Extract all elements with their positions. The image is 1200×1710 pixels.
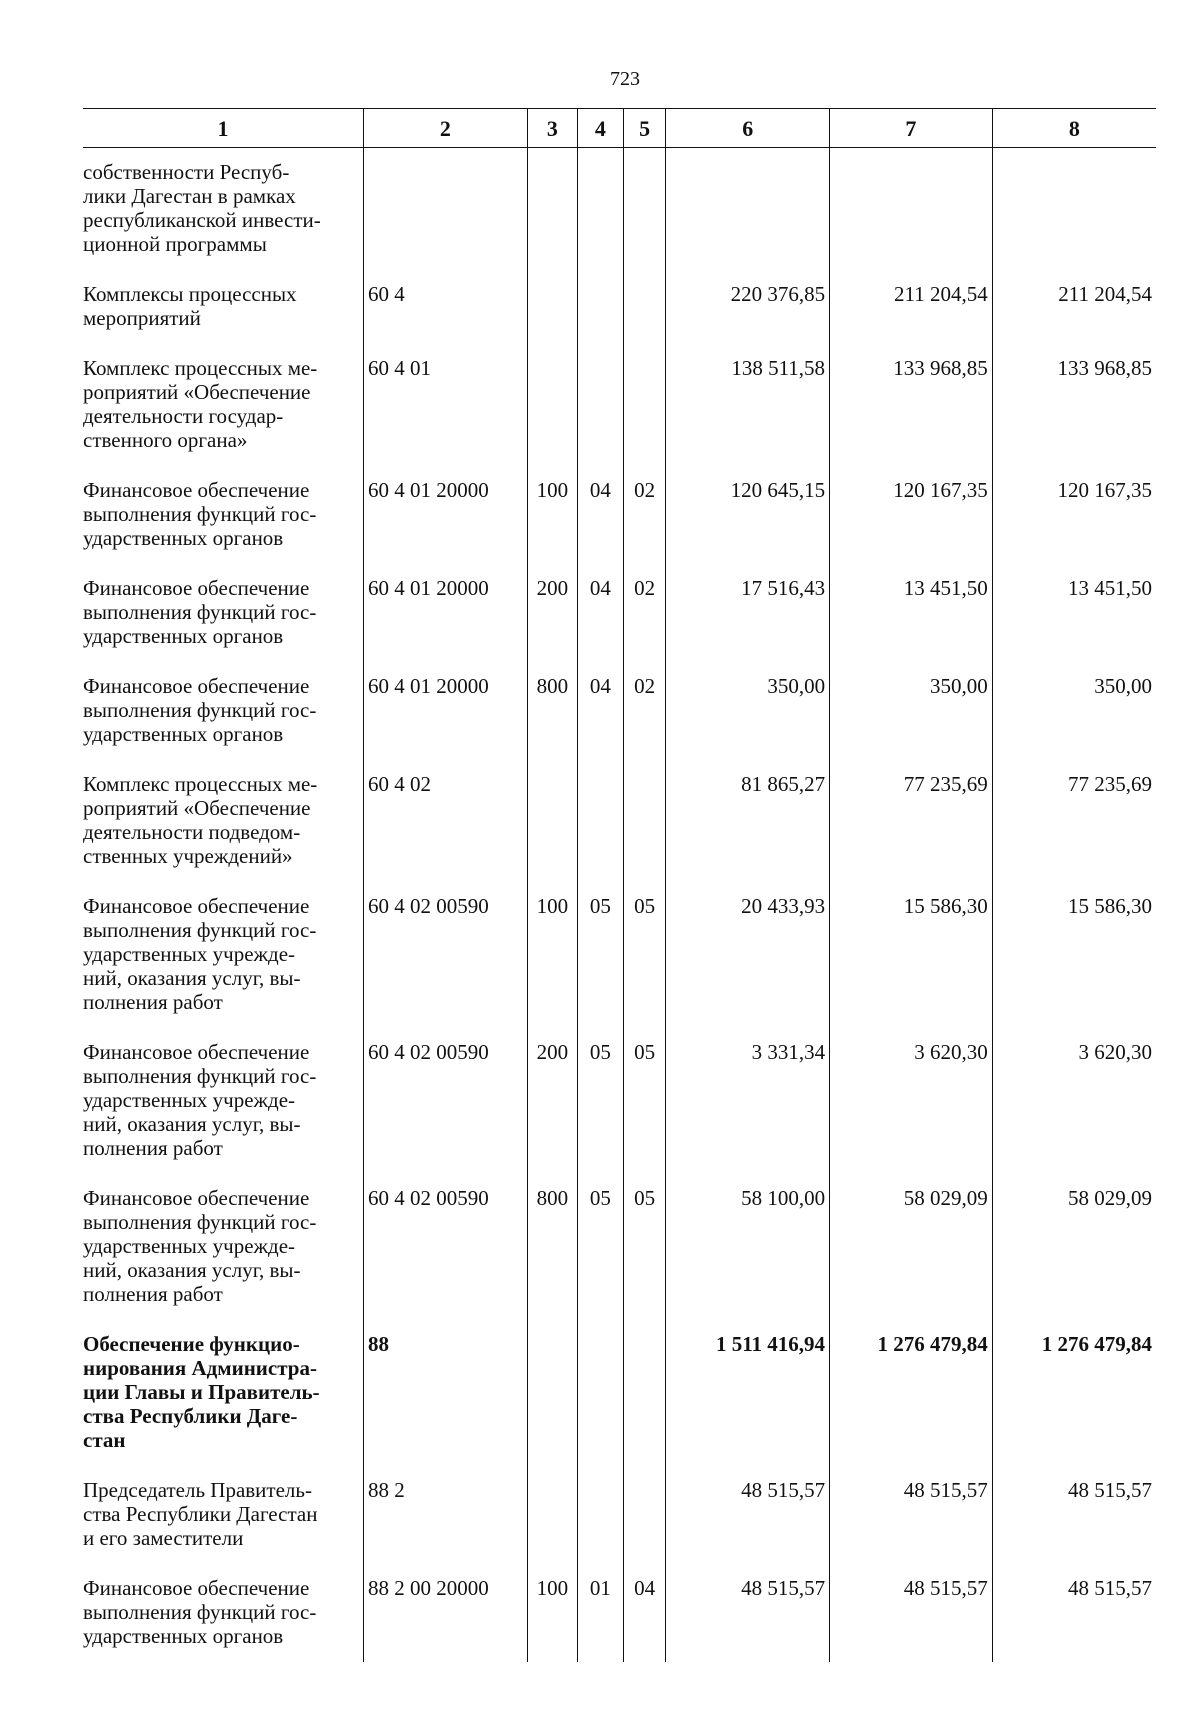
subsection: 02 bbox=[623, 478, 666, 576]
item-name: Председатель Правитель- ства Республики Дагестан и его заместители bbox=[83, 1478, 364, 1576]
subsection: 05 bbox=[623, 1040, 666, 1186]
item-name: Обеспечение функцио- нирования Администра- ции Главы и Правитель- ства Республики Даге- стан bbox=[83, 1332, 364, 1478]
item-name: собственности Респуб- лики Дагестан в рамках республиканской инвести- ционной программы bbox=[83, 148, 364, 283]
target-code: 88 bbox=[364, 1332, 528, 1478]
item-name: Финансовое обеспечение выполнения функций гос- ударственных учрежде- ний, оказания услуг, вы- полнения работ bbox=[83, 1186, 364, 1332]
amount-col-6: 48 515,57 bbox=[666, 1576, 830, 1662]
target-code: 60 4 02 00590 bbox=[364, 894, 528, 1040]
target-code: 88 2 bbox=[364, 1478, 528, 1576]
section bbox=[577, 282, 623, 356]
amount-col-6 bbox=[666, 148, 830, 283]
header-col-1: 1 bbox=[83, 109, 364, 148]
amount-col-7 bbox=[830, 148, 993, 283]
expense-type: 800 bbox=[527, 674, 577, 772]
table-row bbox=[83, 356, 1156, 478]
header-col-2: 2 bbox=[364, 109, 528, 148]
amount-col-6: 3 331,34 bbox=[666, 1040, 830, 1186]
subsection bbox=[623, 1332, 666, 1478]
section: 01 bbox=[577, 1576, 623, 1662]
section bbox=[577, 1332, 623, 1478]
section: 05 bbox=[577, 1040, 623, 1186]
amount-col-8: 15 586,30 bbox=[1068, 894, 1152, 918]
amount-col-8: 3 620,30 bbox=[1078, 1040, 1152, 1064]
expense-type: 100 bbox=[527, 478, 577, 576]
amount-col-7: 350,00 bbox=[830, 674, 993, 772]
header-col-5: 5 bbox=[623, 109, 666, 148]
target-code: 88 2 00 20000 bbox=[364, 1576, 528, 1662]
table-row bbox=[83, 1576, 1156, 1662]
section: 05 bbox=[577, 894, 623, 1040]
amount-col-8: 58 029,09 bbox=[1068, 1186, 1152, 1210]
table-row bbox=[83, 576, 1156, 674]
amount-col-7: 77 235,69 bbox=[830, 772, 993, 894]
item-name: Финансовое обеспечение выполнения функций гос- ударственных органов bbox=[83, 576, 364, 674]
amount-col-7: 13 451,50 bbox=[830, 576, 993, 674]
item-name: Финансовое обеспечение выполнения функций гос- ударственных учрежде- ний, оказания услуг, вы- полнения работ bbox=[83, 1040, 364, 1186]
header-col-3: 3 bbox=[527, 109, 577, 148]
expense-type: 100 bbox=[527, 1576, 577, 1662]
expense-type bbox=[527, 1332, 577, 1478]
amount-col-6: 81 865,27 bbox=[666, 772, 830, 894]
amount-col-8: 120 167,35 bbox=[1057, 478, 1152, 502]
item-name: Финансовое обеспечение выполнения функций гос- ударственных учрежде- ний, оказания услуг, вы- полнения работ bbox=[83, 894, 364, 1040]
amount-col-6: 17 516,43 bbox=[666, 576, 830, 674]
expense-type: 100 bbox=[527, 894, 577, 1040]
table-row bbox=[83, 1186, 1156, 1332]
amount-col-6: 350,00 bbox=[666, 674, 830, 772]
header-col-7: 7 bbox=[830, 109, 993, 148]
header-row bbox=[83, 109, 1156, 148]
item-name: Финансовое обеспечение выполнения функций гос- ударственных органов bbox=[83, 1576, 364, 1662]
subsection bbox=[623, 1478, 666, 1576]
expense-type bbox=[527, 282, 577, 356]
table-row bbox=[83, 148, 1156, 283]
table-row bbox=[83, 894, 1156, 1040]
table-row bbox=[83, 1040, 1156, 1186]
target-code bbox=[364, 148, 528, 283]
amount-col-7: 133 968,85 bbox=[830, 356, 993, 478]
target-code: 60 4 bbox=[364, 282, 528, 356]
section bbox=[577, 148, 623, 283]
header-col-8: 8 bbox=[992, 109, 1156, 148]
section: 04 bbox=[577, 674, 623, 772]
amount-col-7: 3 620,30 bbox=[830, 1040, 993, 1186]
table-row bbox=[83, 1478, 1156, 1576]
page-number: 723 bbox=[610, 68, 640, 90]
table-row bbox=[83, 772, 1156, 894]
subsection: 02 bbox=[623, 576, 666, 674]
amount-col-7: 58 029,09 bbox=[830, 1186, 993, 1332]
table-row bbox=[83, 674, 1156, 772]
item-name: Финансовое обеспечение выполнения функций гос- ударственных органов bbox=[83, 478, 364, 576]
table-row bbox=[83, 1332, 1156, 1478]
target-code: 60 4 01 20000 bbox=[364, 674, 528, 772]
amount-col-8: 77 235,69 bbox=[1068, 772, 1152, 796]
amount-col-8: 48 515,57 bbox=[1068, 1478, 1152, 1502]
amount-col-8: 48 515,57 bbox=[1068, 1576, 1152, 1600]
expense-type bbox=[527, 1478, 577, 1576]
target-code: 60 4 01 bbox=[364, 356, 528, 478]
subsection bbox=[623, 356, 666, 478]
subsection: 04 bbox=[623, 1576, 666, 1662]
target-code: 60 4 01 20000 bbox=[364, 478, 528, 576]
item-name: Комплексы процессных мероприятий bbox=[83, 282, 364, 356]
expense-type bbox=[527, 356, 577, 478]
header-col-4: 4 bbox=[577, 109, 623, 148]
section bbox=[577, 356, 623, 478]
amount-col-8: 350,00 bbox=[1094, 674, 1152, 698]
amount-col-6: 220 376,85 bbox=[666, 282, 830, 356]
amount-col-6: 58 100,00 bbox=[666, 1186, 830, 1332]
section bbox=[577, 772, 623, 894]
expense-type bbox=[527, 148, 577, 283]
amount-col-8: 13 451,50 bbox=[1068, 576, 1152, 600]
amount-col-6: 20 433,93 bbox=[666, 894, 830, 1040]
subsection bbox=[623, 148, 666, 283]
table-row bbox=[83, 478, 1156, 576]
item-name: Комплекс процессных ме- роприятий «Обеспечение деятельности государ- ственного органа» bbox=[83, 356, 364, 478]
target-code: 60 4 02 bbox=[364, 772, 528, 894]
amount-col-7: 211 204,54 bbox=[830, 282, 993, 356]
target-code: 60 4 01 20000 bbox=[364, 576, 528, 674]
amount-col-8: 211 204,54 bbox=[1058, 282, 1152, 306]
subsection: 05 bbox=[623, 894, 666, 1040]
section: 04 bbox=[577, 576, 623, 674]
expense-type: 800 bbox=[527, 1186, 577, 1332]
subsection bbox=[623, 282, 666, 356]
amount-col-7: 1 276 479,84 bbox=[830, 1332, 993, 1478]
item-name: Финансовое обеспечение выполнения функций гос- ударственных органов bbox=[83, 674, 364, 772]
amount-col-6: 138 511,58 bbox=[666, 356, 830, 478]
amount-col-6: 120 645,15 bbox=[666, 478, 830, 576]
section: 04 bbox=[577, 478, 623, 576]
amount-col-8: 133 968,85 bbox=[1057, 356, 1152, 380]
amount-col-8 bbox=[992, 148, 1156, 283]
table-row bbox=[83, 282, 1156, 356]
header-col-6: 6 bbox=[666, 109, 830, 148]
budget-table bbox=[83, 108, 1156, 1662]
expense-type bbox=[527, 772, 577, 894]
section bbox=[577, 1478, 623, 1576]
budget-table-container bbox=[83, 108, 1156, 1662]
target-code: 60 4 02 00590 bbox=[364, 1040, 528, 1186]
amount-col-6: 1 511 416,94 bbox=[666, 1332, 830, 1478]
section: 05 bbox=[577, 1186, 623, 1332]
amount-col-7: 120 167,35 bbox=[830, 478, 993, 576]
amount-col-7: 15 586,30 bbox=[830, 894, 993, 1040]
item-name: Комплекс процессных ме- роприятий «Обеспечение деятельности подведом- ственных учреждений» bbox=[83, 772, 364, 894]
target-code: 60 4 02 00590 bbox=[364, 1186, 528, 1332]
subsection: 02 bbox=[623, 674, 666, 772]
amount-col-7: 48 515,57 bbox=[830, 1576, 993, 1662]
amount-col-7: 48 515,57 bbox=[830, 1478, 993, 1576]
amount-col-6: 48 515,57 bbox=[666, 1478, 830, 1576]
amount-col-8: 1 276 479,84 bbox=[1041, 1332, 1152, 1356]
subsection bbox=[623, 772, 666, 894]
subsection: 05 bbox=[623, 1186, 666, 1332]
expense-type: 200 bbox=[527, 576, 577, 674]
expense-type: 200 bbox=[527, 1040, 577, 1186]
